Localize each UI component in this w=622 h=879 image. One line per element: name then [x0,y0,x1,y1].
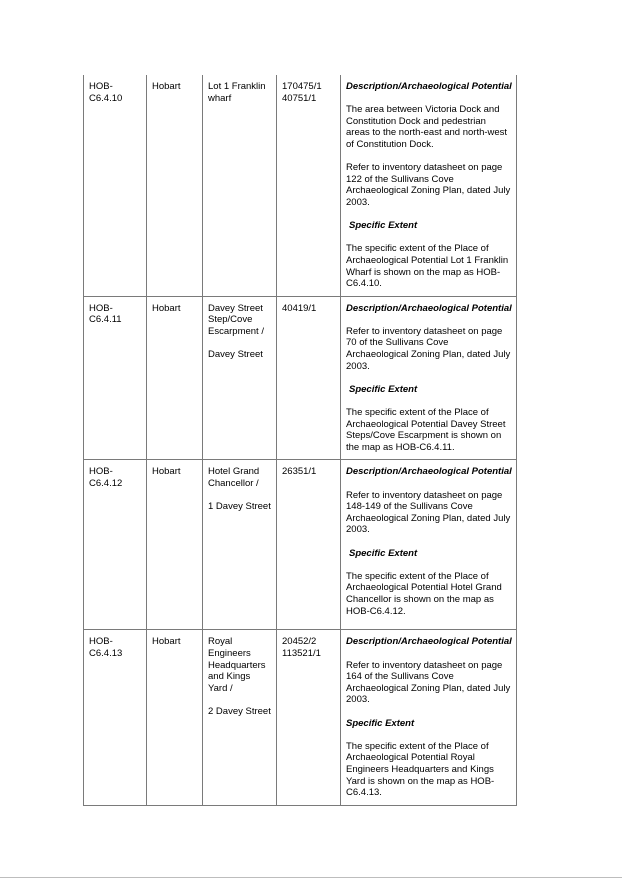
place-name-line: Escarpment / [208,325,264,337]
place-address: 2 Davey Street [208,705,271,717]
place-name-line: wharf [208,92,232,104]
place-address: 1 Davey Street [208,501,271,513]
description-heading: Description/Archaeological Potential [346,81,512,92]
description-heading: Description/Archaeological Potential [346,302,512,314]
place-name-line: Hotel Grand [208,466,260,478]
description-text: Refer to inventory datasheet on page 122 of the Sullivans Cove Archaeological Zoning Plan, dated July 2003. [346,162,511,208]
place-name [203,630,277,805]
description-text: Refer to inventory datasheet on page 164 of the Sullivans Cove Archaeological Zoning Plan, dated July 2003. [346,659,511,706]
place-name-line: Chancellor / [208,478,259,489]
places-table [83,75,517,806]
description-cell [341,630,517,805]
place-name-line: Lot 1 Franklin [208,81,266,92]
place-name [203,296,277,460]
title-ref: 170475/1 [282,81,322,92]
table-row [84,460,517,630]
suburb: Hobart [147,296,203,460]
table-row [84,630,517,805]
extent-text: The specific extent of the Place of Archaeological Potential Hotel Grand Chancellor is shown on the map as HOB-C6.4.12. [346,570,502,617]
ref-id: HOB-C6.4.12 [84,460,147,630]
suburb: Hobart [147,75,203,296]
place-name [203,75,277,296]
place-name-line: Davey Street [208,302,263,314]
extent-heading: Specific Extent [349,220,418,232]
ref-id: HOB-C6.4.10 [84,75,147,296]
extent-heading: Specific Extent [349,383,418,395]
title-ref: 40751/1 [282,92,317,104]
ref-id: HOB-C6.4.11 [84,296,147,460]
table-row [84,75,517,296]
title-ref: 20452/2 [282,636,317,648]
description-text: The area between Victoria Dock and Constitution Dock and pedestrian areas to the north-east and north-west of Constitution Dock. [346,104,508,150]
ref-id: HOB-C6.4.13 [84,630,147,805]
place-name-line: Headquarters [208,659,266,671]
extent-text: The specific extent of the Place of Archaeological Potential Royal Engineers Headquarters and Kings Yard is shown on the map as HOB-C6.4.13. [346,740,495,799]
description-cell [341,75,517,296]
extent-heading: Specific Extent [346,717,415,729]
description-cell [341,296,517,460]
place-name-line: Royal Engineers [208,636,251,659]
place-address: Davey Street [208,349,263,361]
suburb: Hobart [147,630,203,805]
description-text: Refer to inventory datasheet on page 70 of the Sullivans Cove Archaeological Zoning Plan, dated July 2003. [346,325,511,372]
suburb: Hobart [147,460,203,630]
description-cell [341,460,517,630]
title-ref: 40419/1 [282,302,317,314]
description-heading: Description/Archaeological Potential [346,636,512,648]
place-name [203,460,277,630]
title-ref: 113521/1 [282,648,321,659]
extent-text: The specific extent of the Place of Archaeological Potential Lot 1 Franklin Wharf is shown on the map as HOB-C6.4.10. [346,243,509,290]
title-refs [277,75,341,296]
place-name-line: Step/Cove [208,314,253,326]
extent-heading: Specific Extent [349,547,418,559]
description-heading: Description/Archaeological Potential [346,466,512,478]
page-divider [0,877,622,878]
title-refs [277,460,341,630]
extent-text: The specific extent of the Place of Archaeological Potential Davey Street Steps/Cove Escarpment is shown on the map as HOB-C6.4.11. [346,407,506,453]
table-row [84,296,517,460]
title-refs [277,296,341,460]
title-refs [277,630,341,805]
place-name-line: and Kings Yard / [208,671,251,694]
description-text: Refer to inventory datasheet on page 148-149 of the Sullivans Cove Archaeological Zoning Plan, dated July 2003. [346,489,511,536]
title-ref: 26351/1 [282,466,317,478]
